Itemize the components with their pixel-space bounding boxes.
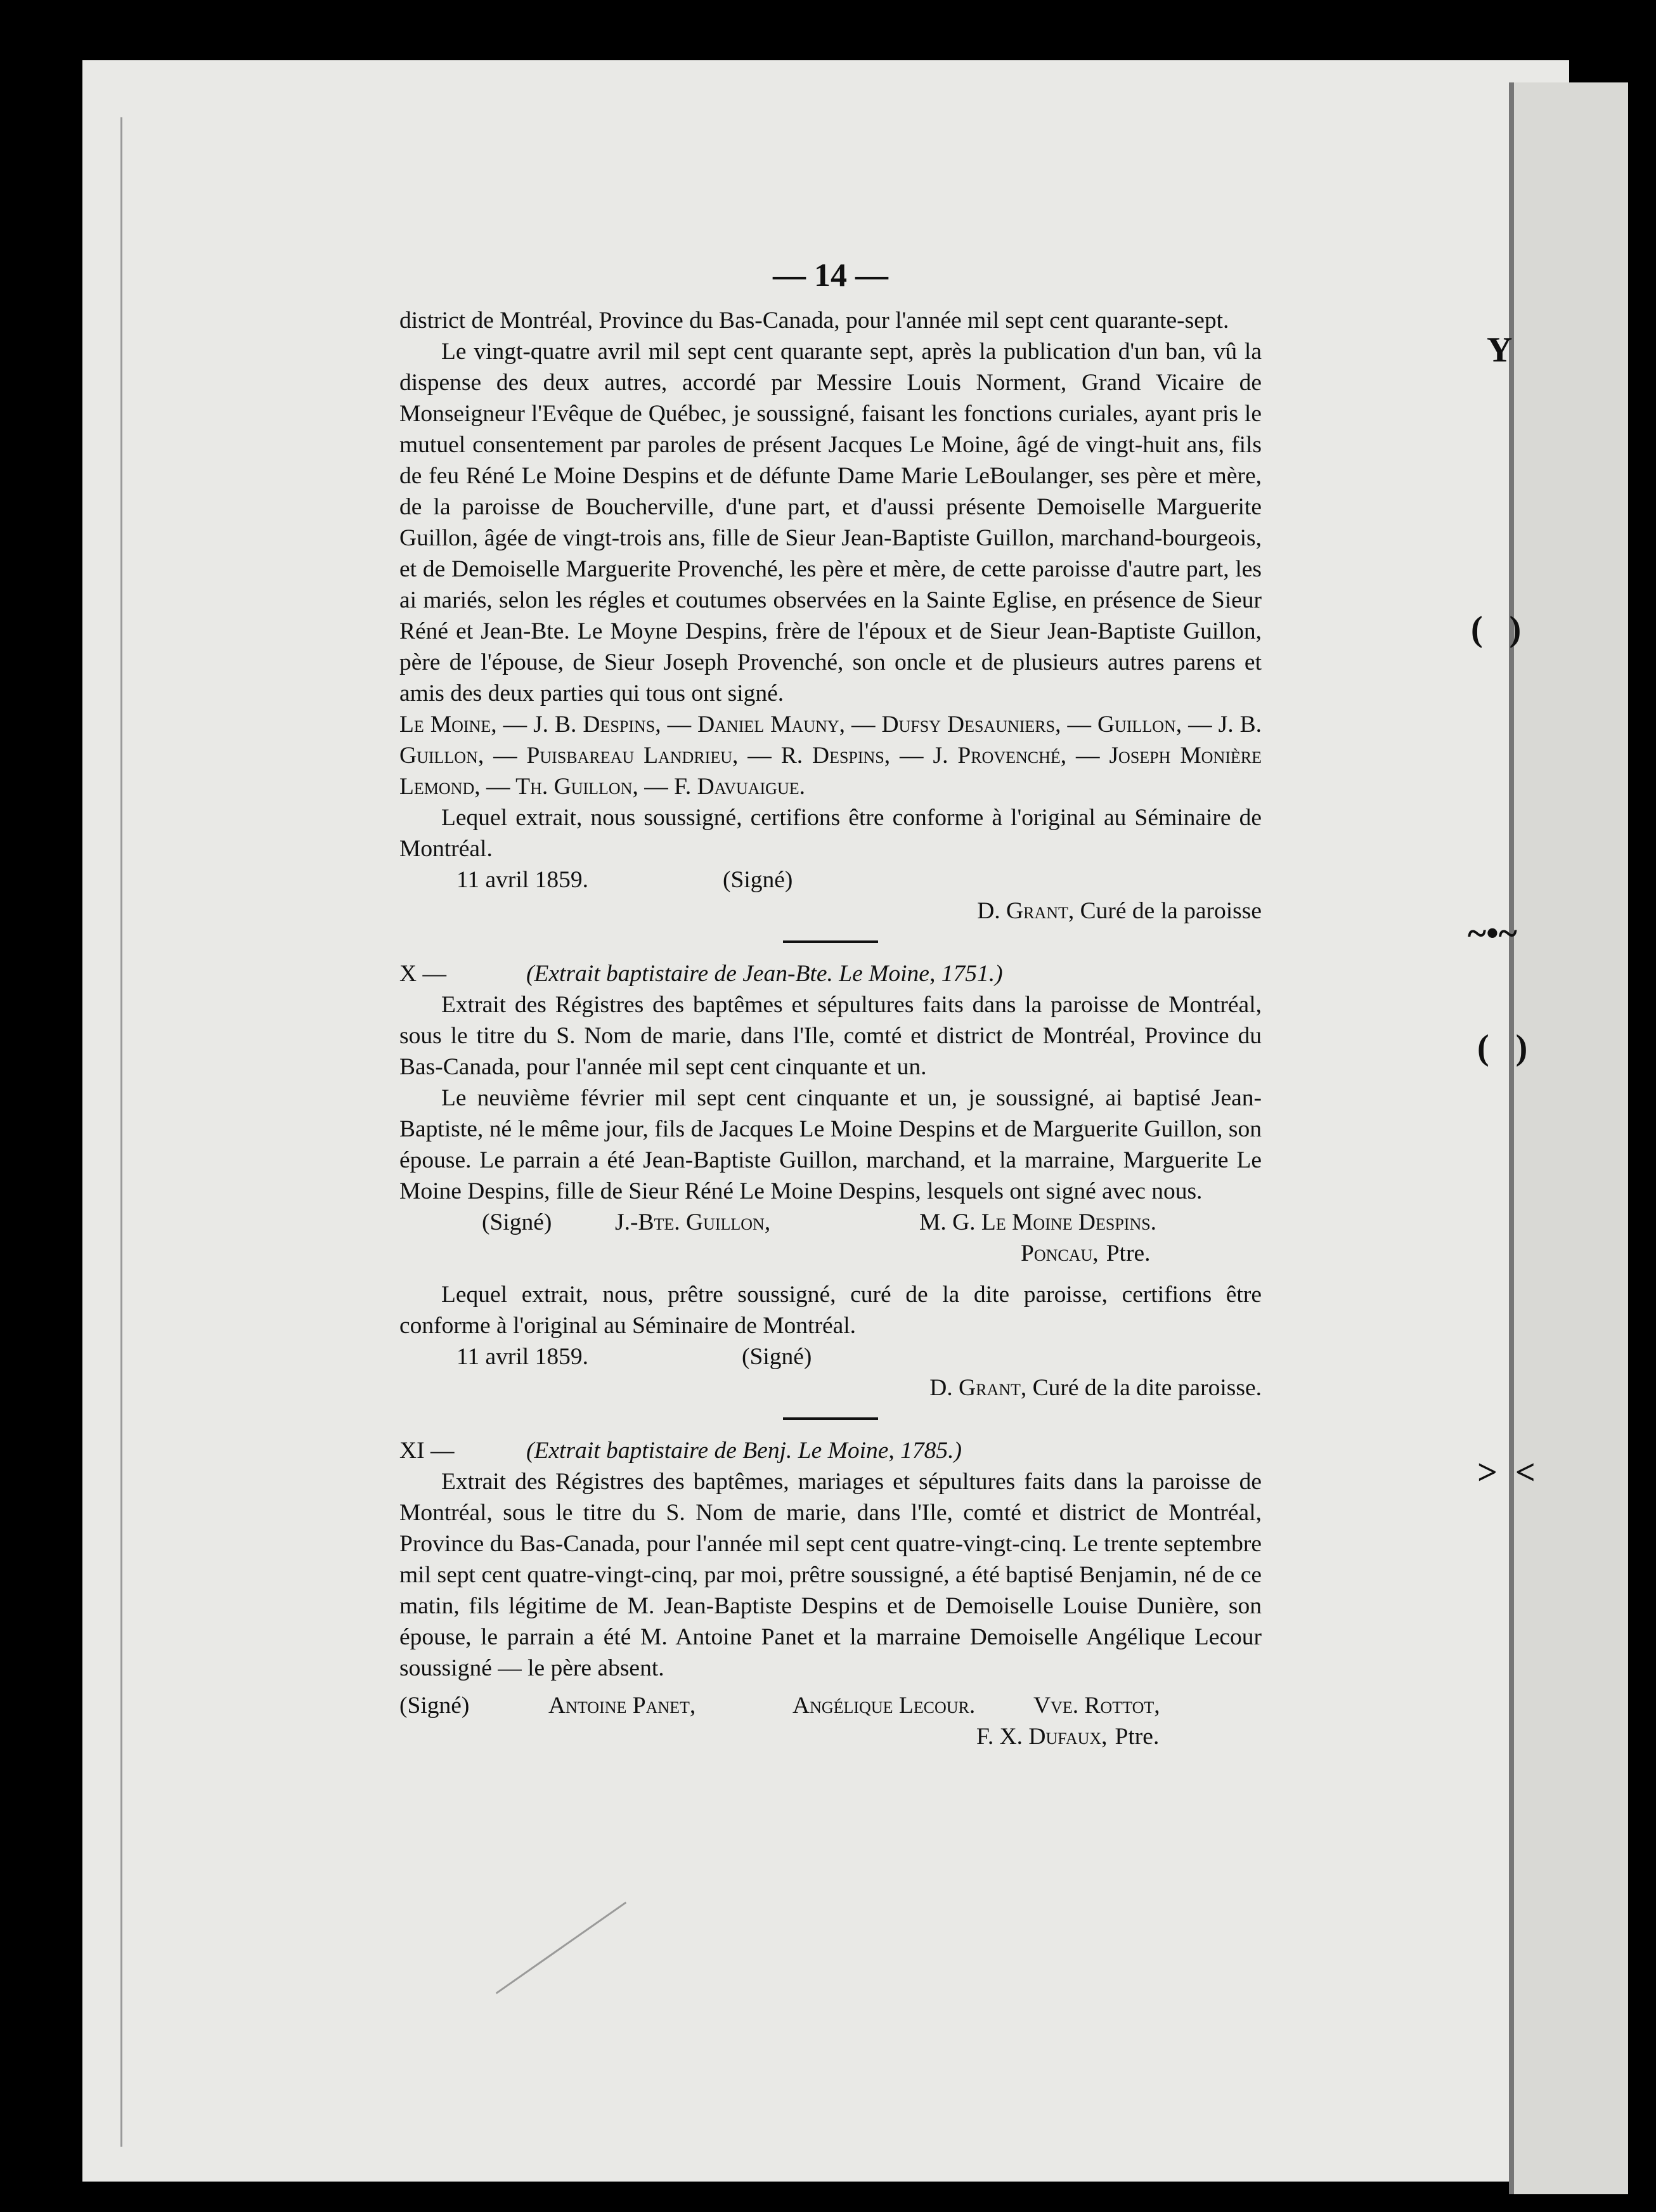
certification-date: 11 avril 1859. xyxy=(456,867,588,893)
page-text xyxy=(399,257,1262,1752)
priest-title: Ptre. xyxy=(1106,1240,1151,1266)
marriage-record: Le vingt-quatre avril mil sept cent quarante sept, après la publication d'un ban, vû la dispense des deux autres, accordé par Messire Louis Norment, Grand Vicaire de Monseigneur l'Evêque de Québec, je soussigné, faisant les fonctions curiales, ayant pris le mutuel consentement par paroles de présent Jacques Le Moine, âgé de vingt-huit ans, fils de feu Réné Le Moine Despins et de défunte Dame Marie LeBoulanger, ses père et mère, de la paroisse de Boucherville, d'une part, et d'aussi présente Demoiselle Marguerite Guillon, âgée de vingt-trois ans, fille de Sieur Jean-Baptiste Guillon, marchand-bourgeois, et de Demoiselle Marguerite Provenché, les père et mère, de cette paroisse d'autre part, les ai mariés, selon les régles et coutumes observées en la Sainte Eglise, en présence de Sieur Réné et Jean-Bte. Le Moyne Despins, frère de l'époux et de Sieur Jean-Baptiste Guillon, père de l'épouse, de Sieur Joseph Provenché, son oncle et de plusieurs autres parens et amis des deux parties qui tous ont signé. xyxy=(399,339,1262,706)
curate-signature xyxy=(399,895,1262,927)
binding-mark: ~•~ xyxy=(1468,914,1517,953)
section-x-heading xyxy=(399,958,1262,989)
section-xi-signatures xyxy=(399,1690,1262,1721)
curate-name: D. Grant, xyxy=(929,1375,1027,1401)
signature: M. G. Le Moine Despins. xyxy=(919,1209,1157,1235)
date-row xyxy=(399,864,1262,895)
signed-label: (Signé) xyxy=(399,1693,470,1719)
section-xi-title: (Extrait baptistaire de Benj. Le Moine, 1785.) xyxy=(526,1438,962,1464)
curate-title: Curé de la paroisse xyxy=(1080,898,1262,924)
section-x-priest xyxy=(399,1238,1262,1269)
section-x-title: (Extrait baptistaire de Jean-Bte. Le Moine, 1751.) xyxy=(526,961,1003,987)
page-number: — 14 — xyxy=(773,257,888,294)
signature: Angélique Lecour. xyxy=(792,1693,976,1719)
certification: Lequel extrait, nous soussigné, certifions être conforme à l'original au Séminaire de Montréal. xyxy=(399,805,1262,862)
section-x-certification: Lequel extrait, nous, prêtre soussigné, curé de la dite paroisse, certifions être conforme à l'original au Séminaire de Montréal. xyxy=(399,1282,1262,1339)
signature: J.-Bte. Guillon, xyxy=(615,1209,771,1235)
section-xi-number: XI — xyxy=(399,1438,455,1464)
certification-date: 11 avril 1859. xyxy=(456,1344,588,1370)
continuation-opening: district de Montréal, Province du Bas-Canada, pour l'année mil sept cent quarante-sept. xyxy=(399,308,1229,334)
priest-name: Poncau, xyxy=(1021,1240,1099,1266)
section-x-intro: Extrait des Régistres des baptêmes et sépultures faits dans la paroisse de Montréal, sous le titre du S. Nom de marie, dans l'Ile, comté et district de Montréal, Province du Bas-Canada, pour l'année mil sept cent cinquante et un. xyxy=(399,992,1262,1080)
binding-mark: ( ) xyxy=(1471,609,1522,649)
binding-mark: ( ) xyxy=(1477,1028,1528,1067)
signed-label: (Signé) xyxy=(742,1344,812,1370)
section-x-number: X — xyxy=(399,961,446,987)
priest-title: Ptre. xyxy=(1115,1724,1160,1750)
curate-name: D. Grant, xyxy=(977,898,1075,924)
facing-page-edge xyxy=(1509,82,1628,2194)
section-x-signatures xyxy=(399,1207,1262,1238)
binding-mark: > < xyxy=(1477,1453,1536,1492)
signature: Vve. Rottot, xyxy=(1033,1693,1160,1719)
section-divider xyxy=(783,940,878,943)
signed-label: (Signé) xyxy=(723,867,793,893)
section-xi-record: Extrait des Régistres des baptêmes, mariages et sépultures faits dans la paroisse de Montréal, sous le titre du S. Nom de marie, dans l'Ile, comté et district de Montréal, Province du Bas-Canada, pour l'année mil sept cent quatre-vingt-cinq. Le trente septembre mil sept cent quatre-vingt-cinq, par moi, prêtre soussigné, a été baptisé Benjamin, né de ce matin, fils légitime de M. Jean-Baptiste Despins et de Demoiselle Louise Dunière, son épouse, le parrain a été M. Antoine Panet et la marraine Demoiselle Angélique Lecour soussigné — le père absent. xyxy=(399,1469,1262,1681)
binding-mark: Y xyxy=(1487,330,1513,370)
section-x-record: Le neuvième février mil sept cent cinquante et un, je soussigné, ai baptisé Jean-Baptiste, né le même jour, fils de Jacques Le Moine Despins et de Marguerite Guillon, son épouse. Le parrain a été Jean-Baptiste Guillon, marchand, et la marraine, Marguerite Le Moine Despins, fille de Sieur Réné Le Moine Despins, lesquels ont signé avec nous. xyxy=(399,1085,1262,1204)
section-xi-heading xyxy=(399,1435,1262,1466)
section-xi-priest xyxy=(399,1721,1262,1752)
priest-name: F. X. Dufaux, xyxy=(976,1724,1108,1750)
witness-signatures: Le Moine, — J. B. Despins, — Daniel Mauny, — Dufsy Desauniers, — Guillon, — J. B. Guillon, — Puisbareau Landrieu, — R. Despins, — J. Provenché, — Joseph Monière Lemond, — Th. Guillon, — F. Davuaigue. xyxy=(399,712,1262,800)
curate-title: Curé de la dite paroisse. xyxy=(1032,1375,1262,1401)
signed-label: (Signé) xyxy=(482,1209,552,1235)
section-x-date-row xyxy=(399,1341,1262,1372)
section-divider xyxy=(783,1417,878,1420)
signature: Antoine Panet, xyxy=(548,1693,696,1719)
curate-signature xyxy=(399,1372,1262,1403)
